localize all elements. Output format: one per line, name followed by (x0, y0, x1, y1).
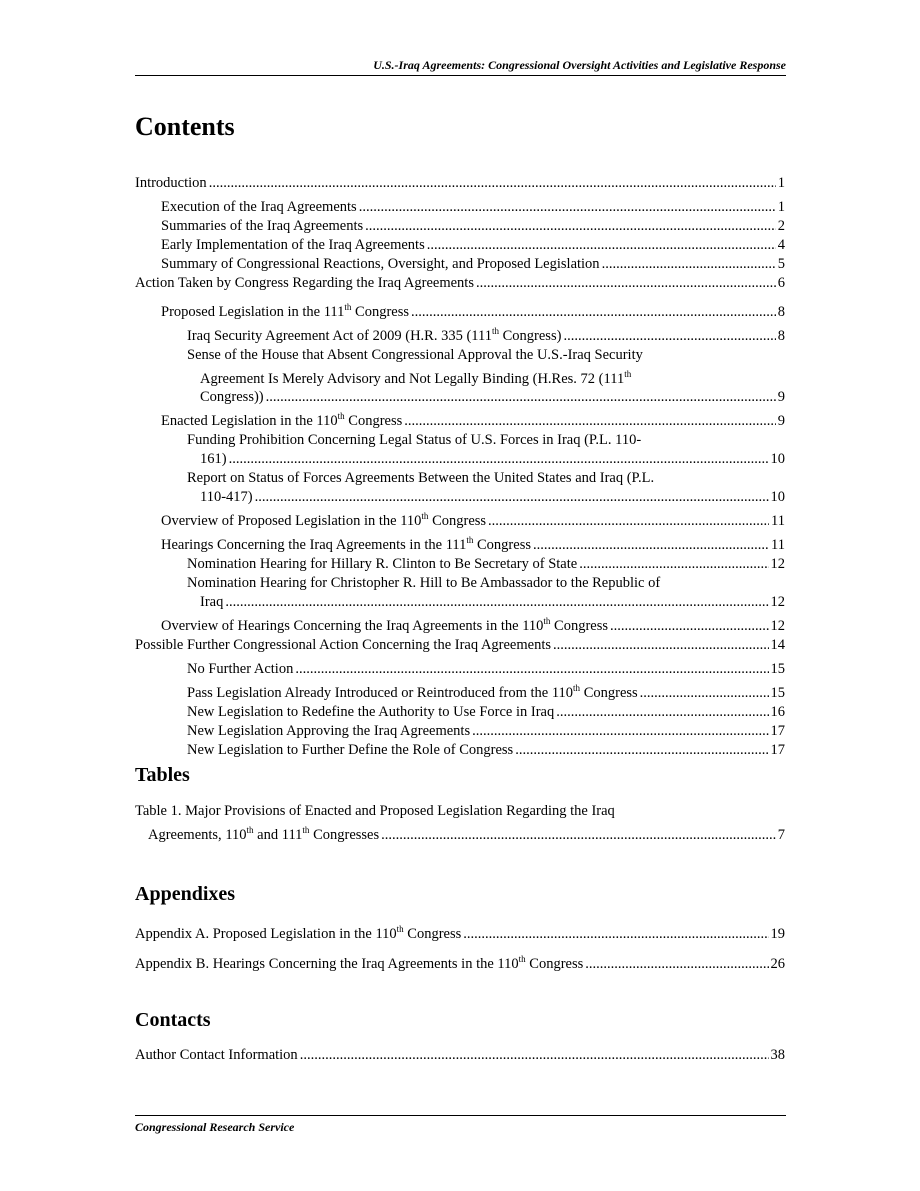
toc-entry[interactable]: Appendix A. Proposed Legislation in the 110th Congress ..... 19 (135, 920, 785, 944)
toc-entry[interactable]: New Legislation to Redefine the Authority to Use Force in Iraq ..... 16 (135, 703, 785, 722)
running-footer: Congressional Research Service (135, 1115, 786, 1135)
toc-entry[interactable]: Appendix B. Hearings Concerning the Iraq Agreements in the 110th Congress ..... 26 (135, 950, 785, 974)
toc-entry[interactable]: Possible Further Congressional Action Concerning the Iraq Agreements ..... 14 (135, 636, 785, 655)
toc-entry[interactable]: Hearings Concerning the Iraq Agreements in the 111th Congress ..... 11 (135, 531, 785, 555)
toc-entry[interactable]: Enacted Legislation in the 110th Congress ..... 9 (135, 407, 785, 431)
toc-entry[interactable]: New Legislation to Further Define the Role of Congress ..... 17 (135, 741, 785, 760)
toc-entry[interactable]: Action Taken by Congress Regarding the Iraq Agreements ..... 6 (135, 274, 785, 293)
toc-entry[interactable]: Nomination Hearing for Hillary R. Clinton to Be Secretary of State ..... 12 (135, 555, 785, 574)
toc-entry[interactable]: Overview of Proposed Legislation in the 110th Congress ..... 11 (135, 507, 785, 531)
running-header: U.S.-Iraq Agreements: Congressional Oversight Activities and Legislative Response (135, 58, 786, 76)
toc-entry[interactable]: No Further Action ..... 15 (135, 660, 785, 679)
toc-entry[interactable]: Summaries of the Iraq Agreements ..... 2 (135, 217, 785, 236)
toc-entry[interactable]: Pass Legislation Already Introduced or Reintroduced from the 110th Congress ..... 15 (135, 679, 785, 703)
contacts-list (135, 1046, 785, 1065)
tables-heading: Tables (135, 764, 190, 786)
toc-entry[interactable]: Overview of Hearings Concerning the Iraq Agreements in the 110th Congress ..... 12 (135, 612, 785, 636)
toc-entry-multiline[interactable]: Funding Prohibition Concerning Legal Status of U.S. Forces in Iraq (P.L. 110- 161) ..... 10 (135, 431, 785, 469)
toc-entry-multiline[interactable]: Sense of the House that Absent Congressional Approval the U.S.-Iraq Security Agreement Is Merely Advisory and Not Legally Binding (H.Res. 72 (111th Congress)) ..... 9 (135, 346, 785, 408)
contents-heading: Contents (135, 112, 235, 141)
contacts-heading: Contacts (135, 1009, 211, 1031)
toc-entry[interactable]: Introduction ..... 1 (135, 174, 785, 193)
toc-entry[interactable]: Execution of the Iraq Agreements ..... 1 (135, 198, 785, 217)
toc-entry[interactable]: Summary of Congressional Reactions, Oversight, and Proposed Legislation ..... 5 (135, 255, 785, 274)
tables-list (135, 802, 785, 845)
contents-list (135, 174, 785, 760)
toc-entry-multiline[interactable]: Report on Status of Forces Agreements Between the United States and Iraq (P.L. 110-417) ..... 10 (135, 469, 785, 507)
toc-entry[interactable]: Proposed Legislation in the 111th Congress ..... 8 (135, 298, 785, 322)
toc-entry[interactable]: Author Contact Information ..... 38 (135, 1046, 785, 1065)
toc-entry[interactable]: New Legislation Approving the Iraq Agreements ..... 17 (135, 722, 785, 741)
appendixes-heading: Appendixes (135, 883, 236, 905)
toc-entry-multiline[interactable]: Table 1. Major Provisions of Enacted and Proposed Legislation Regarding the Iraq Agreements, 110th and 111th Congresses ..... 7 (135, 802, 785, 845)
toc-entry[interactable]: Early Implementation of the Iraq Agreements ..... 4 (135, 236, 785, 255)
appendixes-list (135, 920, 785, 974)
toc-entry[interactable]: Iraq Security Agreement Act of 2009 (H.R. 335 (111th Congress) ..... 8 (135, 322, 785, 346)
toc-entry-multiline[interactable]: Nomination Hearing for Christopher R. Hill to Be Ambassador to the Republic of Iraq ..... 12 (135, 574, 785, 612)
